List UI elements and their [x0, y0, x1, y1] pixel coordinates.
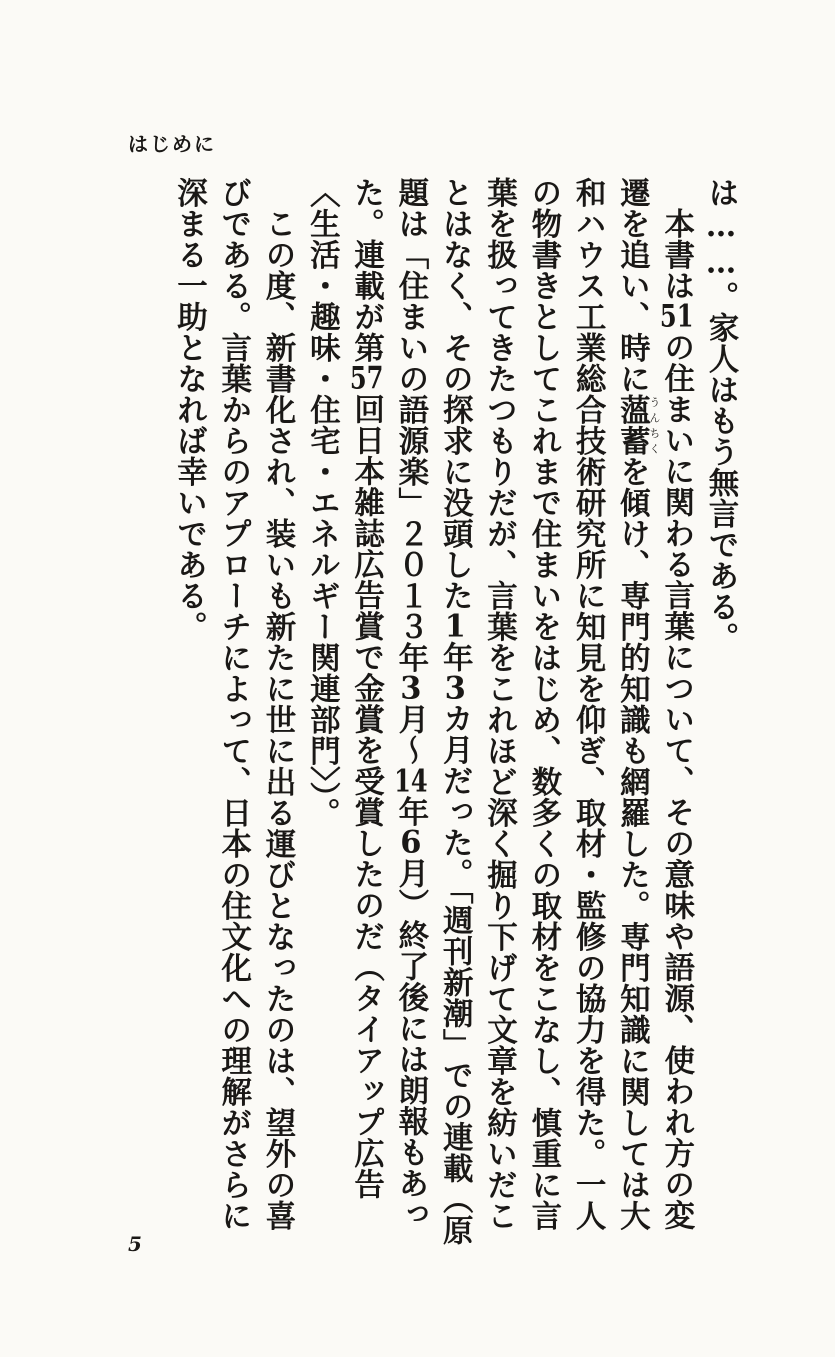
ruby-unchiku	[614, 394, 661, 456]
text-run: 月～	[392, 703, 429, 766]
paragraph-1-end	[699, 177, 743, 1257]
number: 6	[400, 827, 422, 858]
paragraph-text: は……。家人はもう無言である。	[703, 177, 739, 653]
ruby-base: 薀蓄	[614, 394, 651, 456]
text-run: 年	[392, 796, 429, 827]
number: 51	[659, 300, 694, 331]
paragraph-3: この度、新書化され、装いも新たに世に出る運びとなったのは、望外の喜びである。言葉からのアプローチによって、日本の住文化への理解がさらに深まる一助となれば幸いである。	[171, 177, 297, 1231]
chapter-header: はじめに	[128, 132, 216, 156]
page-number: 5	[128, 1232, 142, 1256]
ruby-reading: うんちく	[647, 394, 661, 456]
text-run: 年	[437, 641, 474, 673]
number: 1	[444, 611, 466, 642]
text-run: 月）終了後には朗報もあった。連載が第	[348, 177, 429, 1230]
number: 57	[349, 363, 384, 394]
text-run: 回日本雑誌広告賞で金賞を受賞したのだ（タイアップ広告〈生活・趣味・住宅・エネルギー関連部門〉）。	[304, 177, 385, 1200]
paragraph-2	[300, 177, 699, 1257]
number: 3	[444, 672, 466, 703]
body-text	[83, 177, 743, 1257]
text-run: を傾け、専門的知識も網羅した。専門知識に関しては大和ハウス工業総合技術研究所に知見を仰ぎ、取材・監修の協力を得た。一人の物書きとしてこれまで住まいをはじめ、数多くの取材をこなし、慎重に言葉を扱ってきたつもりだが、言葉をこれほど深く掘り下げて文章を紡いだことはなく、その探求に没頭した	[437, 177, 651, 1231]
number: 3	[400, 673, 422, 704]
text-run: の住まいに関わる言葉について、その意味や語源、使われ方の変遷を追い、時に	[614, 177, 695, 1230]
text-run: カ月だった。「週刊新潮」での連載（原題は「住まいの語源楽」２０１３年	[392, 177, 474, 1246]
text-run: 本書は	[658, 207, 695, 301]
number: 14	[394, 765, 428, 796]
